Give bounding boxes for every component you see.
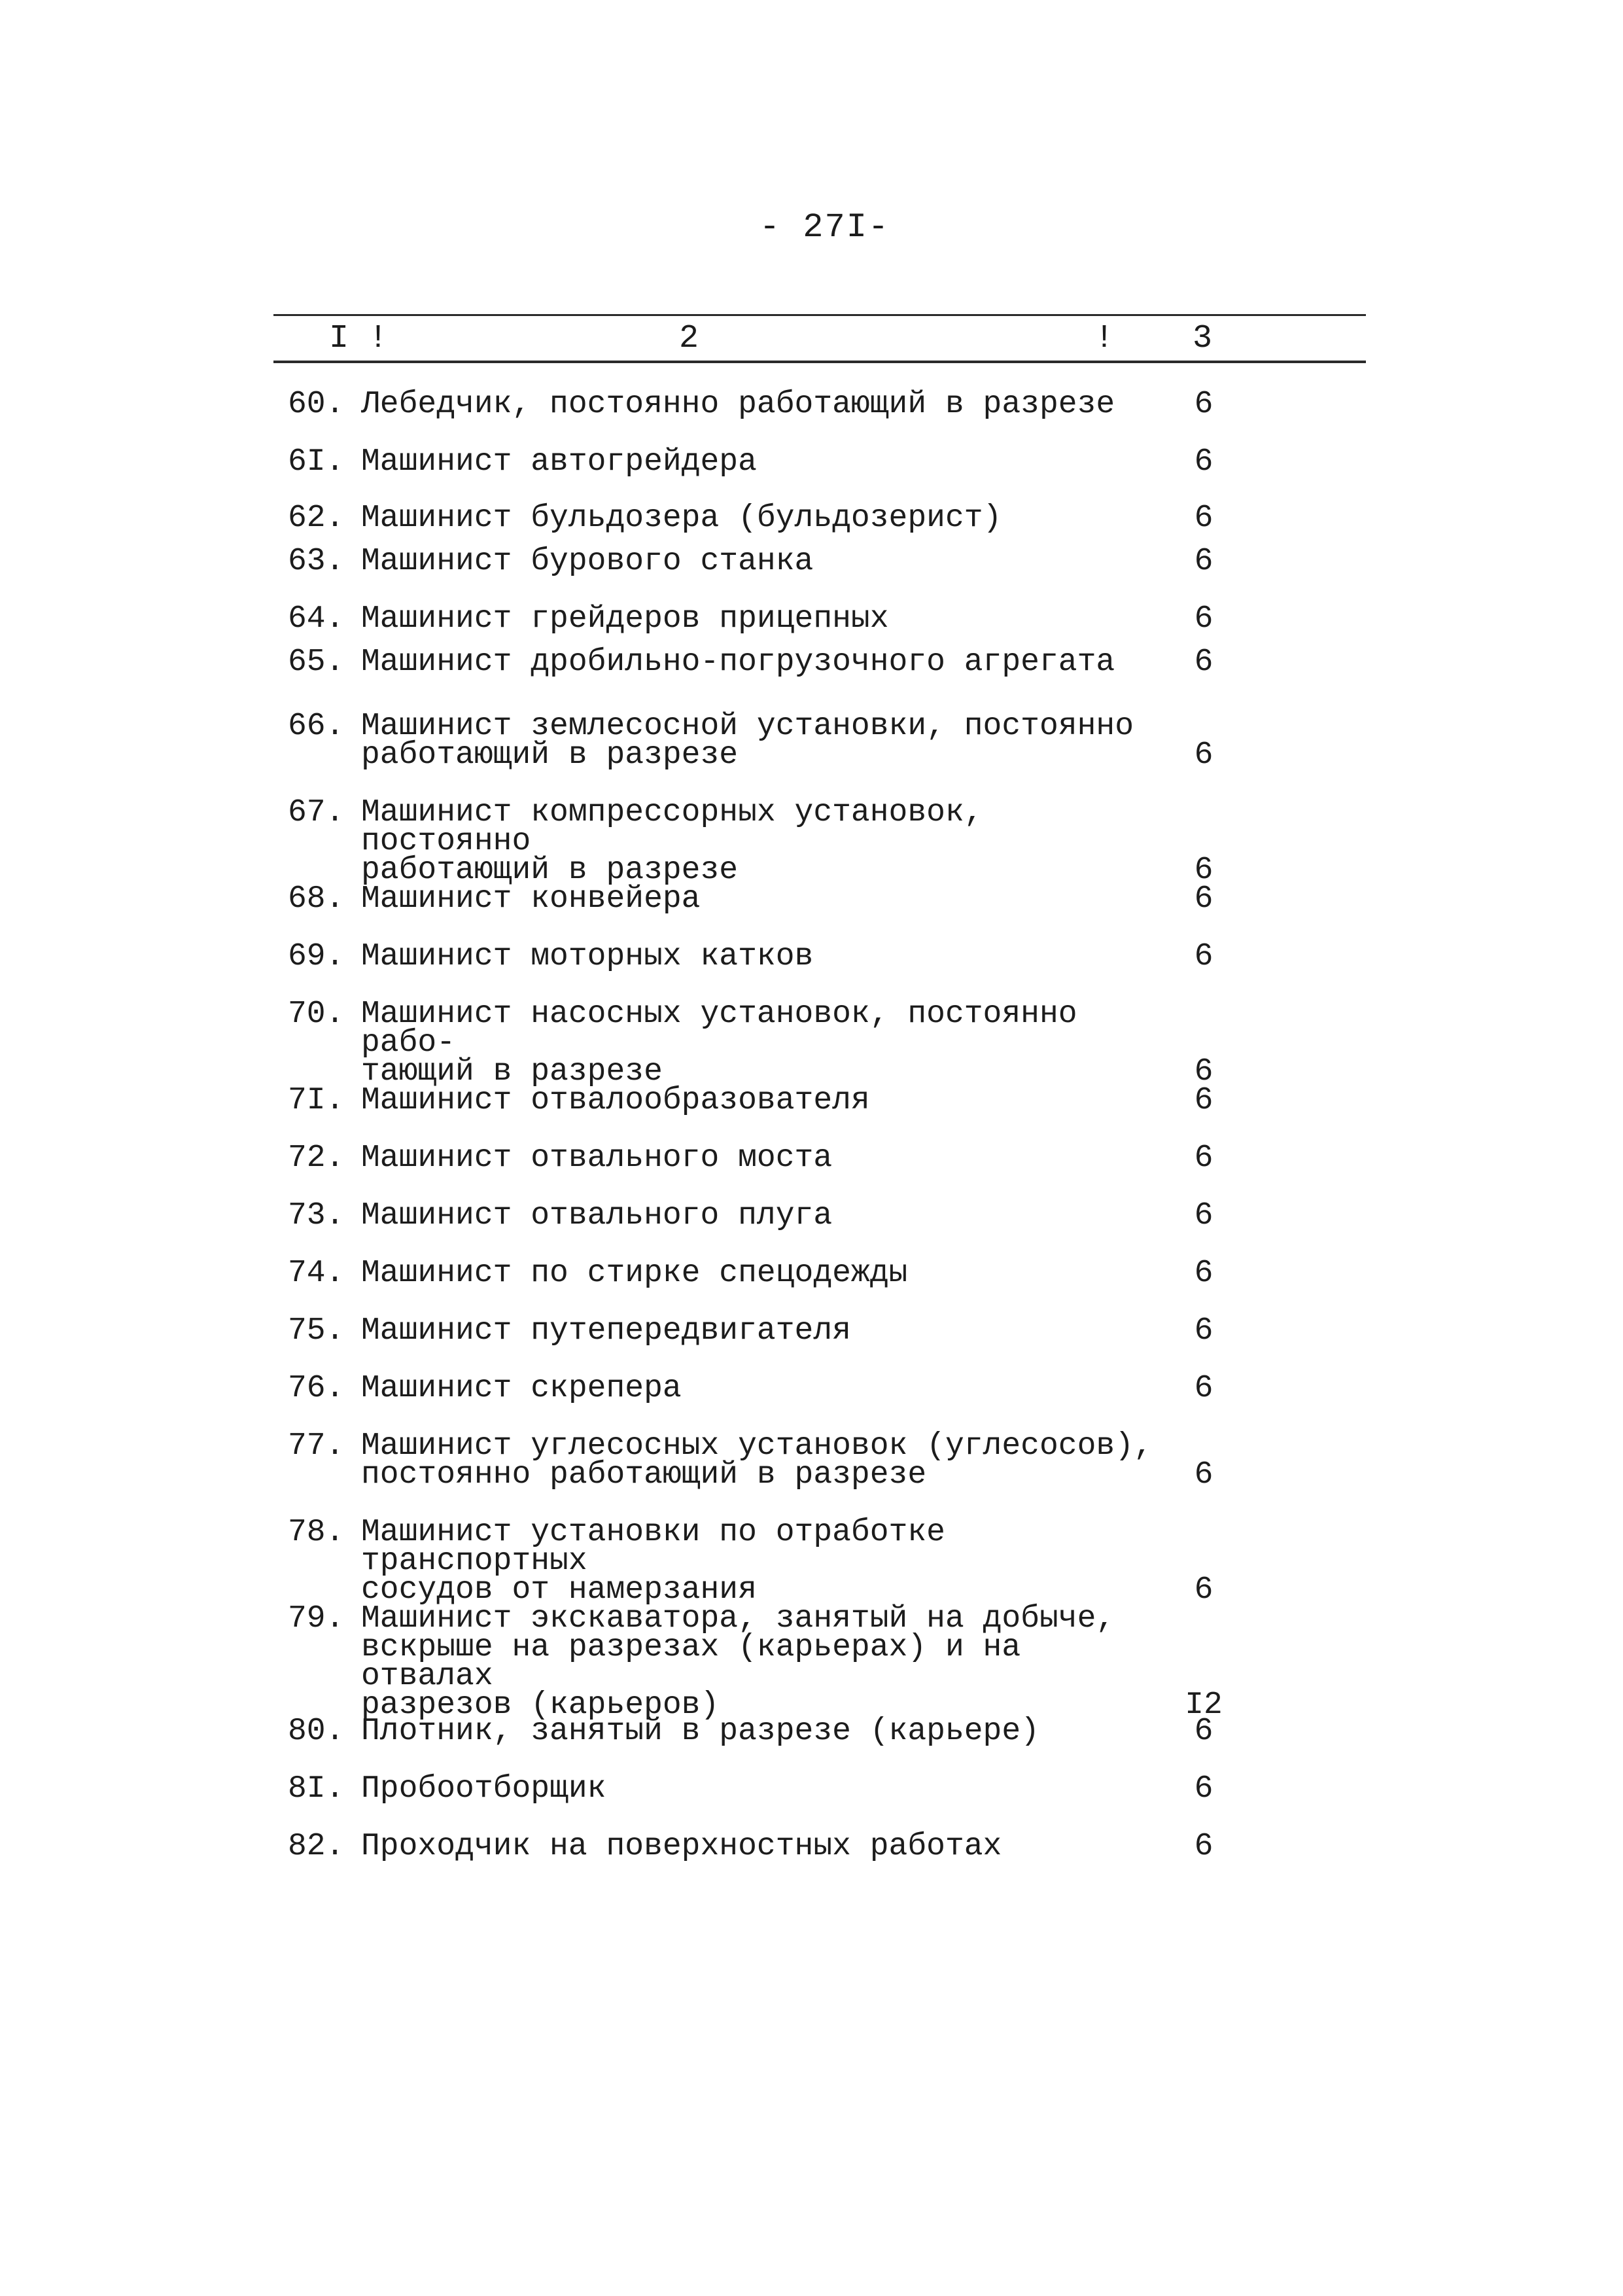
occupation-name: Машинист путепередвигателя bbox=[361, 1313, 851, 1349]
row-value: 6 bbox=[1194, 645, 1213, 680]
row-number: 66. bbox=[288, 709, 345, 744]
occupation-name: Машинист насосных установок, постоянно рабо- тающий в разрезе bbox=[361, 997, 1077, 1089]
column-separator: ! bbox=[1094, 320, 1115, 357]
occupation-name: Машинист экскаватора, занятый на добыче, вскрыше на разрезах (карьерах) и на отвалах разрезов (карьеров) bbox=[361, 1601, 1115, 1723]
table-row bbox=[288, 1515, 1243, 1608]
row-value: 6 bbox=[1194, 444, 1213, 480]
row-value: 6 bbox=[1194, 1313, 1213, 1349]
table-row bbox=[288, 544, 1243, 579]
page-number: - 27I- bbox=[759, 208, 890, 247]
table-row bbox=[288, 444, 1243, 480]
row-value: I2 bbox=[1185, 1687, 1223, 1723]
table-row bbox=[288, 939, 1243, 974]
table-row bbox=[288, 1256, 1243, 1291]
row-value: 6 bbox=[1194, 1140, 1213, 1176]
row-value: 6 bbox=[1194, 501, 1213, 536]
occupation-name: Машинист отвалообразователя bbox=[361, 1083, 870, 1118]
row-value: 6 bbox=[1194, 1457, 1213, 1492]
column-header-3: 3 bbox=[1193, 320, 1213, 357]
occupation-name: Проходчик на поверхностных работах bbox=[361, 1829, 1002, 1864]
table-row bbox=[288, 795, 1243, 888]
row-value: 6 bbox=[1194, 1714, 1213, 1749]
table-row bbox=[288, 387, 1243, 422]
row-value: 6 bbox=[1194, 1083, 1213, 1118]
column-separator: ! bbox=[368, 320, 389, 357]
row-number: 72. bbox=[288, 1140, 345, 1176]
table-row bbox=[288, 601, 1243, 637]
table-row bbox=[288, 1771, 1243, 1807]
row-number: 67. bbox=[288, 795, 345, 830]
table-row bbox=[288, 1313, 1243, 1349]
row-number: 76. bbox=[288, 1371, 345, 1406]
row-value: 6 bbox=[1194, 1054, 1213, 1089]
row-value: 6 bbox=[1194, 881, 1213, 917]
table-row bbox=[288, 1140, 1243, 1176]
occupation-name: Машинист скрепера bbox=[361, 1371, 682, 1406]
row-value: 6 bbox=[1194, 939, 1213, 974]
row-value: 6 bbox=[1194, 544, 1213, 579]
row-number: 75. bbox=[288, 1313, 345, 1349]
row-value: 6 bbox=[1194, 1572, 1213, 1608]
row-number: 63. bbox=[288, 544, 345, 579]
row-value: 6 bbox=[1194, 1771, 1213, 1807]
table-row bbox=[288, 997, 1243, 1089]
occupation-name: Машинист отвального моста bbox=[361, 1140, 833, 1176]
row-number: 60. bbox=[288, 387, 345, 422]
column-header-1: I bbox=[329, 320, 349, 357]
table-row bbox=[288, 1714, 1243, 1749]
table-row bbox=[288, 1601, 1243, 1723]
occupation-name: Пробоотборщик bbox=[361, 1771, 606, 1807]
occupation-name: Плотник, занятый в разрезе (карьере) bbox=[361, 1714, 1039, 1749]
table-row bbox=[288, 1371, 1243, 1406]
occupation-name: Машинист углесосных установок (углесосов), постоянно работающий в разрезе bbox=[361, 1428, 1153, 1492]
table-row bbox=[288, 645, 1243, 680]
row-number: 77. bbox=[288, 1428, 345, 1464]
occupation-name: Машинист отвального плуга bbox=[361, 1198, 833, 1233]
row-number: 62. bbox=[288, 501, 345, 536]
column-header-2: 2 bbox=[679, 320, 699, 357]
table-header bbox=[273, 314, 1366, 363]
row-value: 6 bbox=[1194, 853, 1213, 888]
row-number: 7I. bbox=[288, 1083, 345, 1118]
row-value: 6 bbox=[1194, 1198, 1213, 1233]
occupation-name: Машинист по стирке спецодежды bbox=[361, 1256, 908, 1291]
table-row bbox=[288, 709, 1243, 773]
occupation-name: Машинист автогрейдера bbox=[361, 444, 757, 480]
occupation-name: Машинист моторных катков bbox=[361, 939, 814, 974]
row-number: 69. bbox=[288, 939, 345, 974]
row-number: 78. bbox=[288, 1515, 345, 1550]
occupation-name: Машинист конвейера bbox=[361, 881, 701, 917]
occupation-name: Машинист установки по отработке транспортных сосудов от намерзания bbox=[361, 1515, 945, 1608]
row-number: 6I. bbox=[288, 444, 345, 480]
occupation-name: Машинист землесосной установки, постоянно работающий в разрезе bbox=[361, 709, 1134, 773]
row-number: 70. bbox=[288, 997, 345, 1032]
occupation-name: Машинист дробильно-погрузочного агрегата bbox=[361, 645, 1115, 680]
row-value: 6 bbox=[1194, 1256, 1213, 1291]
occupation-name: Машинист бульдозера (бульдозерист) bbox=[361, 501, 1002, 536]
row-value: 6 bbox=[1194, 1829, 1213, 1864]
row-number: 68. bbox=[288, 881, 345, 917]
row-number: 73. bbox=[288, 1198, 345, 1233]
table-row bbox=[288, 1083, 1243, 1118]
occupation-name: Машинист грейдеров прицепных bbox=[361, 601, 889, 637]
row-value: 6 bbox=[1194, 387, 1213, 422]
table-row bbox=[288, 1198, 1243, 1233]
row-number: 64. bbox=[288, 601, 345, 637]
row-number: 82. bbox=[288, 1829, 345, 1864]
occupation-name: Машинист компрессорных установок, постоянно работающий в разрезе bbox=[361, 795, 983, 888]
row-value: 6 bbox=[1194, 1371, 1213, 1406]
row-number: 74. bbox=[288, 1256, 345, 1291]
row-number: 80. bbox=[288, 1714, 345, 1749]
occupation-name: Машинист бурового станка bbox=[361, 544, 814, 579]
row-value: 6 bbox=[1194, 737, 1213, 773]
table-row bbox=[288, 1428, 1243, 1492]
table-row bbox=[288, 881, 1243, 917]
table-row bbox=[288, 1829, 1243, 1864]
row-number: 65. bbox=[288, 645, 345, 680]
row-value: 6 bbox=[1194, 601, 1213, 637]
row-number: 79. bbox=[288, 1601, 345, 1636]
table-row bbox=[288, 501, 1243, 536]
row-number: 8I. bbox=[288, 1771, 345, 1807]
occupation-name: Лебедчик, постоянно работающий в разрезе bbox=[361, 387, 1115, 422]
